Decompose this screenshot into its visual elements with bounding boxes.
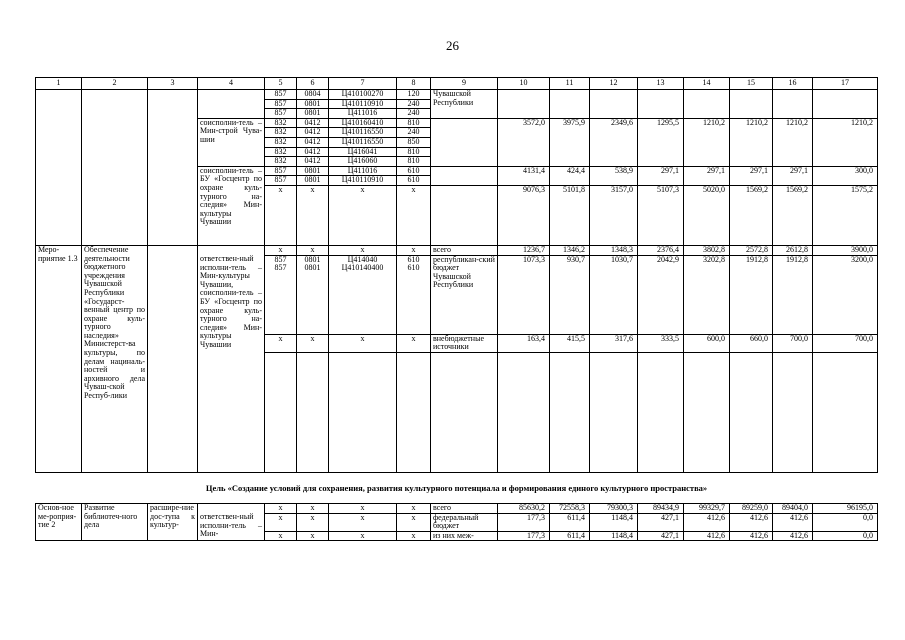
value-cell: 297,1 [773, 166, 813, 185]
measure-name: Обеспечение деятельности бюджетного учреждения Чувашской Республики «Государст-венный центр по охране куль-турного наследия» Министерст-ва культуры, по делам нациналь-ностей и архивного дела Чуваш-ской Респуб-лики [82, 245, 148, 472]
value-cell: 4131,4 [498, 166, 550, 185]
funding-source: Чувашской Республики [431, 90, 498, 119]
column-header: 14 [684, 78, 730, 90]
budget-table [35, 77, 878, 541]
table-cell: x [265, 513, 297, 531]
funding-source: внебюджетные источники [431, 334, 498, 352]
table-cell: 832 [265, 157, 297, 167]
value-cell: 1569,2 [730, 185, 773, 245]
value-cell: 85630,2 [498, 503, 550, 513]
table-cell: 810 [397, 157, 431, 167]
value-cell: 297,1 [730, 166, 773, 185]
table-cell: x [329, 531, 397, 541]
value-cell: 300,0 [813, 166, 878, 185]
executor-cell: соисполни-тель – БУ «Госцентр по охране куль-турного на-следия» Мин-культуры Чувашии [198, 166, 265, 245]
table-row [36, 90, 878, 100]
table-cell: x [329, 334, 397, 352]
table-cell: x [297, 245, 329, 255]
table-cell: x [297, 503, 329, 513]
value-cell: 3802,8 [684, 245, 730, 255]
table-cell: 832 [265, 128, 297, 138]
table-cell: 240 [397, 128, 431, 138]
value-cell: 2042,9 [638, 255, 684, 334]
column-header: 8 [397, 78, 431, 90]
table-cell: 832 [265, 118, 297, 128]
table-cell: Ц410110910 [329, 176, 397, 186]
executor-cell: ответствен-ный исполни-тель – Мин-культуры Чувашии, соисполни-тель – БУ «Госцентр по охране куль-турного на-следия» Мин-культуры Чувашии [198, 255, 265, 472]
table-cell: x [329, 245, 397, 255]
table-cell: 610 [397, 166, 431, 176]
page-number: 26 [446, 38, 459, 53]
table-cell: Ц410100270 [329, 90, 397, 100]
value-cell: 317,6 [590, 334, 638, 352]
column-header: 16 [773, 78, 813, 90]
value-cell: 427,1 [638, 531, 684, 541]
table-cell: x [329, 513, 397, 531]
table-cell: 0412 [297, 128, 329, 138]
value-cell: 412,6 [684, 531, 730, 541]
table-cell: Ц416041 [329, 147, 397, 157]
table-cell: 857 [265, 166, 297, 176]
value-cell: 424,4 [550, 166, 590, 185]
table-cell: 610 [397, 176, 431, 186]
table-cell: x [397, 513, 431, 531]
column-header: 6 [297, 78, 329, 90]
table-cell: x [297, 531, 329, 541]
value-cell: 333,5 [638, 334, 684, 352]
value-cell: 297,1 [638, 166, 684, 185]
column-header: 4 [198, 78, 265, 90]
measure-goal: расшире-ние дос-тупа к культур- [148, 503, 198, 540]
value-cell: 1148,4 [590, 531, 638, 541]
value-cell: 1912,8 [730, 255, 773, 334]
funding-source: из них меж- [431, 531, 498, 541]
table-cell: 0412 [297, 157, 329, 167]
column-header: 13 [638, 78, 684, 90]
table-cell: Ц414040 Ц410140400 [329, 255, 397, 334]
table-cell: 0804 [297, 90, 329, 100]
value-cell: 412,6 [730, 531, 773, 541]
table-cell: x [265, 185, 297, 245]
measure-number: Меро-приятие 1.3 [36, 245, 82, 472]
value-cell: 9076,3 [498, 185, 550, 245]
goal-heading: Цель «Создание условий для сохранения, развития культурного потенциала и формирования единого культурного пространства» [36, 472, 878, 503]
value-cell: 538,9 [590, 166, 638, 185]
measure-number: Основ-ное ме-роприя-тие 2 [36, 503, 82, 540]
value-cell: 412,6 [773, 531, 813, 541]
table-cell: x [297, 334, 329, 352]
table-cell: Ц411016 [329, 109, 397, 119]
table-cell: x [397, 245, 431, 255]
column-header: 7 [329, 78, 397, 90]
value-cell: 412,6 [773, 513, 813, 531]
table-cell: 0801 [297, 176, 329, 186]
column-header: 5 [265, 78, 297, 90]
table-cell: 857 [265, 176, 297, 186]
funding-source: республикан-ский бюджет Чувашской Республики [431, 255, 498, 334]
table-cell: x [329, 503, 397, 513]
funding-source: всего [431, 245, 498, 255]
table-row [36, 245, 878, 255]
table-cell: x [265, 503, 297, 513]
value-cell: 660,0 [730, 334, 773, 352]
table-cell: Ц411016 [329, 166, 397, 176]
column-header: 10 [498, 78, 550, 90]
table-cell: 240 [397, 99, 431, 109]
table-cell: x [265, 531, 297, 541]
goal-row [36, 472, 878, 503]
value-cell: 412,6 [730, 513, 773, 531]
measure-name: Развитие библиотеч-ного дела [82, 503, 148, 540]
table-cell: Ц410116550 [329, 128, 397, 138]
table-cell: 857 [265, 90, 297, 100]
value-cell: 177,3 [498, 513, 550, 531]
value-cell: 1210,2 [684, 118, 730, 166]
column-header: 17 [813, 78, 878, 90]
value-cell: 1346,2 [550, 245, 590, 255]
value-cell: 99329,7 [684, 503, 730, 513]
value-cell: 600,0 [684, 334, 730, 352]
table-cell: 0412 [297, 147, 329, 157]
value-cell: 3975,9 [550, 118, 590, 166]
table-row [36, 503, 878, 513]
value-cell: 89259,0 [730, 503, 773, 513]
column-header: 3 [148, 78, 198, 90]
value-cell: 1236,7 [498, 245, 550, 255]
table-cell: 120 [397, 90, 431, 100]
value-cell: 2349,6 [590, 118, 638, 166]
value-cell: 1912,8 [773, 255, 813, 334]
value-cell: 89404,0 [773, 503, 813, 513]
executor-cell: соисполни-тель – Мин-строй Чува-шии [198, 118, 265, 166]
value-cell: 0,0 [813, 531, 878, 541]
table-cell: 810 [397, 147, 431, 157]
table-cell: 832 [265, 147, 297, 157]
table-cell: 832 [265, 137, 297, 147]
table-cell: 0801 [297, 99, 329, 109]
value-cell: 1569,2 [773, 185, 813, 245]
value-cell: 700,0 [773, 334, 813, 352]
value-cell: 700,0 [813, 334, 878, 352]
value-cell: 611,4 [550, 513, 590, 531]
value-cell: 96195,0 [813, 503, 878, 513]
value-cell: 427,1 [638, 513, 684, 531]
value-cell: 3202,8 [684, 255, 730, 334]
column-header-row [36, 78, 878, 90]
column-header: 9 [431, 78, 498, 90]
column-header: 1 [36, 78, 82, 90]
value-cell: 611,4 [550, 531, 590, 541]
value-cell: 89434,9 [638, 503, 684, 513]
table-cell: 0412 [297, 137, 329, 147]
value-cell: 1295,5 [638, 118, 684, 166]
value-cell: 297,1 [684, 166, 730, 185]
column-header: 15 [730, 78, 773, 90]
value-cell: 3572,0 [498, 118, 550, 166]
table-cell: 0801 [297, 109, 329, 119]
value-cell: 1210,2 [773, 118, 813, 166]
table-cell: x [397, 185, 431, 245]
table-cell: x [397, 503, 431, 513]
table-cell: x [297, 513, 329, 531]
table-cell: 857 [265, 99, 297, 109]
value-cell: 3157,0 [590, 185, 638, 245]
table-cell: x [265, 245, 297, 255]
value-cell: 1148,4 [590, 513, 638, 531]
value-cell: 0,0 [813, 513, 878, 531]
table-cell: 610 610 [397, 255, 431, 334]
table-cell: Ц416060 [329, 157, 397, 167]
value-cell: 163,4 [498, 334, 550, 352]
table-cell: Ц410116550 [329, 137, 397, 147]
table-cell: 0412 [297, 118, 329, 128]
value-cell: 3900,0 [813, 245, 878, 255]
table-cell: x [397, 531, 431, 541]
value-cell: 72558,3 [550, 503, 590, 513]
value-cell: 2612,8 [773, 245, 813, 255]
table-cell: Ц410110910 [329, 99, 397, 109]
value-cell: 1073,3 [498, 255, 550, 334]
table-cell: 240 [397, 109, 431, 119]
table-cell: Ц410160410 [329, 118, 397, 128]
executor-cell: ответствен-ный исполни-тель – Мин- [198, 513, 265, 541]
table-cell: 857 [265, 109, 297, 119]
value-cell: 415,5 [550, 334, 590, 352]
table-cell: x [329, 185, 397, 245]
value-cell: 5020,0 [684, 185, 730, 245]
value-cell: 5107,3 [638, 185, 684, 245]
value-cell: 3200,0 [813, 255, 878, 334]
table-cell: 857 857 [265, 255, 297, 334]
funding-source: федеральный бюджет [431, 513, 498, 531]
table-cell: 0801 0801 [297, 255, 329, 334]
column-header: 2 [82, 78, 148, 90]
table-cell: x [297, 185, 329, 245]
table-cell: 810 [397, 118, 431, 128]
table-cell: 850 [397, 137, 431, 147]
value-cell: 1210,2 [813, 118, 878, 166]
table-cell: x [265, 334, 297, 352]
value-cell: 1030,7 [590, 255, 638, 334]
value-cell: 1348,3 [590, 245, 638, 255]
column-header: 11 [550, 78, 590, 90]
value-cell: 177,3 [498, 531, 550, 541]
value-cell: 2376,4 [638, 245, 684, 255]
value-cell: 79300,3 [590, 503, 638, 513]
column-header: 12 [590, 78, 638, 90]
funding-source: всего [431, 503, 498, 513]
value-cell: 930,7 [550, 255, 590, 334]
table-cell: 0801 [297, 166, 329, 176]
value-cell: 1575,2 [813, 185, 878, 245]
value-cell: 1210,2 [730, 118, 773, 166]
value-cell: 412,6 [684, 513, 730, 531]
value-cell: 2572,8 [730, 245, 773, 255]
table-cell: x [397, 334, 431, 352]
value-cell: 5101,8 [550, 185, 590, 245]
